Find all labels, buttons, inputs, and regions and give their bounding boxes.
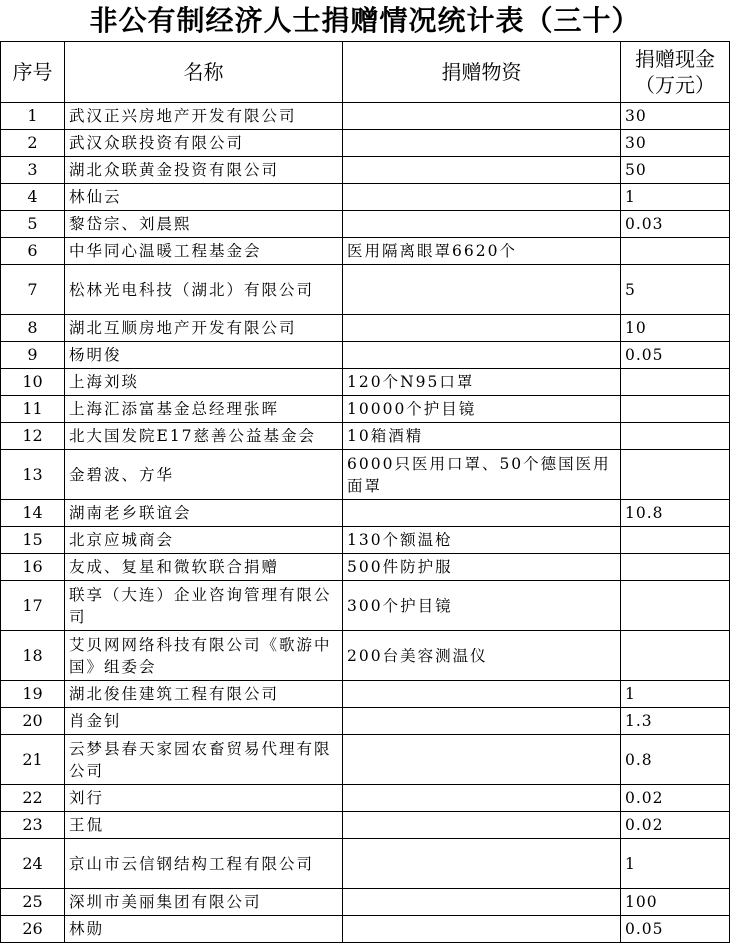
table-row [1, 130, 730, 157]
row-no: 23 [1, 812, 65, 839]
row-name: 上海刘琰 [65, 369, 343, 396]
row-name: 金碧波、方华 [65, 450, 343, 500]
row-cash [621, 369, 730, 396]
row-cash: 5 [621, 265, 730, 315]
row-name: 艾贝网网络科技有限公司《歌游中国》组委会 [65, 631, 343, 681]
table-row [1, 423, 730, 450]
row-cash: 100 [621, 889, 730, 916]
row-name: 湖北俊佳建筑工程有限公司 [65, 681, 343, 708]
row-cash [621, 631, 730, 681]
row-no: 25 [1, 889, 65, 916]
table-row [1, 581, 730, 631]
header-row [1, 42, 730, 103]
row-goods [343, 500, 621, 527]
header-cash-line1: 捐赠现金 [635, 47, 715, 71]
row-name: 林勋 [65, 916, 343, 943]
table-row [1, 157, 730, 184]
row-no: 22 [1, 785, 65, 812]
row-no: 13 [1, 450, 65, 500]
row-cash: 0.05 [621, 342, 730, 369]
row-no: 1 [1, 103, 65, 130]
table-row [1, 369, 730, 396]
row-name: 中华同心温暖工程基金会 [65, 238, 343, 265]
table-row [1, 916, 730, 943]
table-row [1, 103, 730, 130]
row-no: 5 [1, 211, 65, 238]
row-no: 26 [1, 916, 65, 943]
row-cash [621, 238, 730, 265]
row-cash [621, 527, 730, 554]
table-row [1, 184, 730, 211]
row-cash: 30 [621, 103, 730, 130]
row-name: 上海汇添富基金总经理张晖 [65, 396, 343, 423]
row-no: 15 [1, 527, 65, 554]
row-no: 6 [1, 238, 65, 265]
row-name: 刘行 [65, 785, 343, 812]
row-no: 18 [1, 631, 65, 681]
row-cash [621, 396, 730, 423]
table-row [1, 785, 730, 812]
row-goods [343, 342, 621, 369]
row-goods: 10箱酒精 [343, 423, 621, 450]
row-name: 深圳市美丽集团有限公司 [65, 889, 343, 916]
row-name: 京山市云信钢结构工程有限公司 [65, 839, 343, 889]
row-goods [343, 785, 621, 812]
row-goods [343, 184, 621, 211]
table-row [1, 238, 730, 265]
table-row [1, 342, 730, 369]
row-goods [343, 812, 621, 839]
row-cash [621, 581, 730, 631]
table-row [1, 396, 730, 423]
row-goods [343, 681, 621, 708]
row-cash: 0.05 [621, 916, 730, 943]
row-goods: 10000个护目镜 [343, 396, 621, 423]
row-no: 17 [1, 581, 65, 631]
row-no: 16 [1, 554, 65, 581]
row-name: 武汉众联投资有限公司 [65, 130, 343, 157]
row-name: 联享（大连）企业咨询管理有限公司 [65, 581, 343, 631]
header-goods: 捐赠物资 [343, 42, 621, 103]
header-name: 名称 [65, 42, 343, 103]
row-cash: 10.8 [621, 500, 730, 527]
row-name: 肖金钊 [65, 708, 343, 735]
row-no: 3 [1, 157, 65, 184]
row-goods [343, 211, 621, 238]
row-goods: 医用隔离眼罩6620个 [343, 238, 621, 265]
row-cash: 1.3 [621, 708, 730, 735]
row-cash: 50 [621, 157, 730, 184]
donation-table [0, 41, 730, 943]
row-name: 武汉正兴房地产开发有限公司 [65, 103, 343, 130]
row-goods [343, 130, 621, 157]
row-name: 友成、复星和微软联合捐赠 [65, 554, 343, 581]
row-goods: 130个额温枪 [343, 527, 621, 554]
row-name: 北大国发院E17慈善公益基金会 [65, 423, 343, 450]
row-no: 9 [1, 342, 65, 369]
row-goods [343, 916, 621, 943]
row-no: 12 [1, 423, 65, 450]
row-cash: 0.8 [621, 735, 730, 785]
row-goods [343, 735, 621, 785]
table-row [1, 631, 730, 681]
row-no: 2 [1, 130, 65, 157]
table-row [1, 708, 730, 735]
row-name: 杨明俊 [65, 342, 343, 369]
table-body [1, 103, 730, 943]
table-row [1, 554, 730, 581]
table-row [1, 889, 730, 916]
table-row [1, 211, 730, 238]
row-name: 湖南老乡联谊会 [65, 500, 343, 527]
row-name: 林仙云 [65, 184, 343, 211]
row-no: 8 [1, 315, 65, 342]
row-no: 7 [1, 265, 65, 315]
table-row [1, 681, 730, 708]
table-row [1, 812, 730, 839]
table-row [1, 265, 730, 315]
row-goods: 300个护目镜 [343, 581, 621, 631]
table-row [1, 315, 730, 342]
table-row [1, 450, 730, 500]
row-name: 王侃 [65, 812, 343, 839]
row-name: 松林光电科技（湖北）有限公司 [65, 265, 343, 315]
table-row [1, 735, 730, 785]
row-cash: 0.02 [621, 785, 730, 812]
row-cash [621, 423, 730, 450]
row-goods [343, 708, 621, 735]
row-goods [343, 889, 621, 916]
row-cash: 1 [621, 839, 730, 889]
row-goods: 200台美容测温仪 [343, 631, 621, 681]
row-cash: 1 [621, 184, 730, 211]
header-cash-line2: （万元） [635, 73, 715, 97]
row-no: 10 [1, 369, 65, 396]
row-goods [343, 839, 621, 889]
row-no: 19 [1, 681, 65, 708]
row-goods [343, 265, 621, 315]
table-row [1, 839, 730, 889]
row-name: 北京应城商会 [65, 527, 343, 554]
row-cash: 10 [621, 315, 730, 342]
row-cash [621, 450, 730, 500]
row-cash: 0.02 [621, 812, 730, 839]
row-goods [343, 315, 621, 342]
row-no: 24 [1, 839, 65, 889]
table-row [1, 527, 730, 554]
row-goods [343, 103, 621, 130]
row-goods: 6000只医用口罩、50个德国医用面罩 [343, 450, 621, 500]
row-no: 4 [1, 184, 65, 211]
row-no: 21 [1, 735, 65, 785]
row-name: 黎岱宗、刘晨熙 [65, 211, 343, 238]
row-goods [343, 157, 621, 184]
row-name: 湖北互顺房地产开发有限公司 [65, 315, 343, 342]
header-cash [621, 42, 730, 103]
row-cash [621, 554, 730, 581]
row-cash: 30 [621, 130, 730, 157]
row-no: 14 [1, 500, 65, 527]
row-name: 云梦县春天家园农畜贸易代理有限公司 [65, 735, 343, 785]
row-goods: 500件防护服 [343, 554, 621, 581]
header-no: 序号 [1, 42, 65, 103]
row-cash: 0.03 [621, 211, 730, 238]
row-no: 11 [1, 396, 65, 423]
row-name: 湖北众联黄金投资有限公司 [65, 157, 343, 184]
row-no: 20 [1, 708, 65, 735]
row-goods: 120个N95口罩 [343, 369, 621, 396]
table-row [1, 500, 730, 527]
page-title: 非公有制经济人士捐赠情况统计表（三十） [89, 4, 641, 37]
row-cash: 1 [621, 681, 730, 708]
